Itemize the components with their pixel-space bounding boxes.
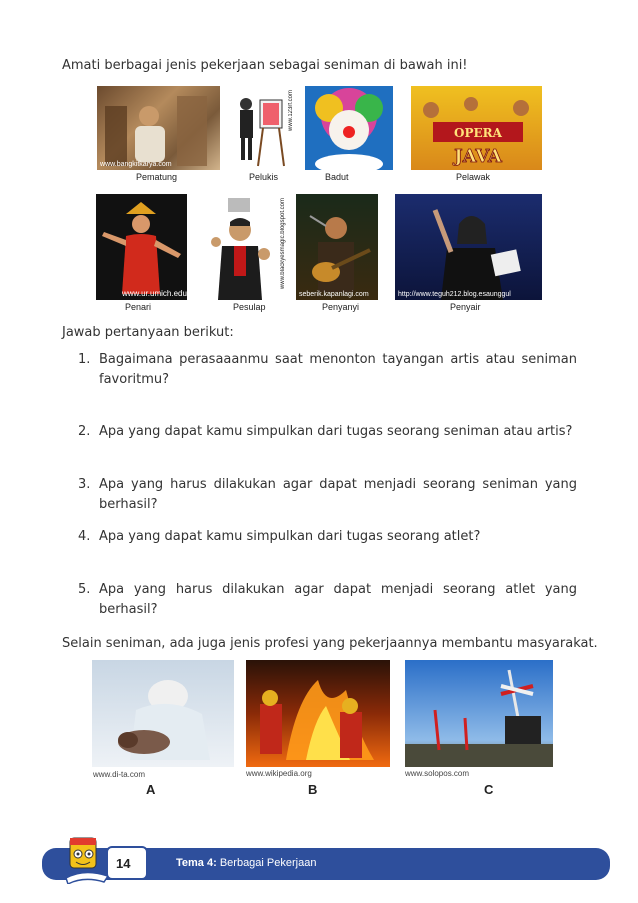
photo-penyair xyxy=(395,194,542,300)
credit-pematung: www.bangkitkarya.com xyxy=(100,161,172,168)
question-4 xyxy=(78,527,578,547)
theme-name: Berbagai Pekerjaan xyxy=(219,857,317,869)
photo-c-illustration xyxy=(405,660,553,767)
photo-pesulap xyxy=(204,194,288,300)
photo-a-illustration xyxy=(92,660,234,767)
label-a: A xyxy=(146,782,156,797)
caption-penyanyi: Penyanyi xyxy=(322,302,360,312)
caption-penyair: Penyair xyxy=(450,302,481,312)
question-text: Apa yang dapat kamu simpulkan dari tugas seorang atlet? xyxy=(99,529,481,544)
question-text: Bagaimana perasaaanmu saat menonton tayangan artis atau seniman favoritmu? xyxy=(99,352,577,387)
penari-illustration xyxy=(96,194,187,300)
question-1 xyxy=(78,350,578,390)
credit-penari: www.ur.umich.edu xyxy=(122,289,187,298)
caption-pelawak: Pelawak xyxy=(456,172,491,182)
penyanyi-illustration xyxy=(296,194,378,300)
question-number: 1. xyxy=(78,352,91,367)
questions-heading: Jawab pertanyaan berikut: xyxy=(62,325,234,340)
svg-text:JAVA: JAVA xyxy=(454,146,502,167)
credit-pesulap: www.blackyesmagic.blogspot.com xyxy=(280,198,286,290)
intro-text: Amati berbagai jenis pekerjaan sebagai seniman di bawah ini! xyxy=(62,58,468,73)
photo-badut xyxy=(305,86,393,170)
photo-pelukis xyxy=(230,86,296,170)
photo-a xyxy=(92,660,234,767)
caption-pelukis: Pelukis xyxy=(249,172,279,182)
question-text: Apa yang dapat kamu simpulkan dari tugas seorang seniman atau artis? xyxy=(99,424,573,439)
photo-pematung xyxy=(97,86,220,170)
question-number: 4. xyxy=(78,529,91,544)
question-number: 5. xyxy=(78,582,91,597)
question-text: Apa yang harus dilakukan agar dapat menjadi seorang atlet yang berhasil? xyxy=(99,582,577,617)
label-c: C xyxy=(484,782,494,797)
theme-label: Tema 4: xyxy=(176,857,217,869)
question-text: Apa yang harus dilakukan agar dapat menjadi seorang seniman yang berhasil? xyxy=(99,477,577,512)
credit-penyanyi: seberik.kapanlagi.com xyxy=(299,291,369,298)
source-a: www.di-ta.com xyxy=(93,770,146,779)
photo-b xyxy=(246,660,390,767)
label-b: B xyxy=(308,782,318,797)
photo-b-illustration xyxy=(246,660,390,767)
credit-penyair: http://www.teguh212.blog.esaunggul xyxy=(398,291,511,298)
photo-penari xyxy=(96,194,187,300)
page-number: 14 xyxy=(116,856,131,871)
theme-title xyxy=(176,857,316,869)
question-3 xyxy=(78,475,578,512)
question-number: 3. xyxy=(78,477,91,492)
source-c: www.solopos.com xyxy=(405,769,470,778)
caption-pematung: Pematung xyxy=(136,172,178,182)
caption-badut: Badut xyxy=(325,172,349,182)
svg-text:OPERA: OPERA xyxy=(454,126,502,140)
pesulap-illustration xyxy=(204,194,288,300)
source-b: www.wikipedia.org xyxy=(246,769,312,778)
pelawak-illustration xyxy=(411,86,542,170)
caption-pesulap: Pesulap xyxy=(233,302,266,312)
photo-penyanyi xyxy=(296,194,378,300)
pelukis-illustration xyxy=(230,86,296,170)
caption-penari: Penari xyxy=(125,302,152,312)
photo-c xyxy=(405,660,553,767)
question-number: 2. xyxy=(78,424,91,439)
credit-pelukis: www.123rf.com xyxy=(288,90,294,132)
penyair-illustration xyxy=(395,194,542,300)
question-2 xyxy=(78,422,578,442)
badut-illustration xyxy=(305,86,393,170)
outro-text: Selain seniman, ada juga jenis profesi yang pekerjaannya membantu masyarakat. xyxy=(62,636,598,651)
question-5 xyxy=(78,580,578,617)
pematung-illustration xyxy=(97,86,220,170)
photo-pelawak xyxy=(411,86,542,170)
